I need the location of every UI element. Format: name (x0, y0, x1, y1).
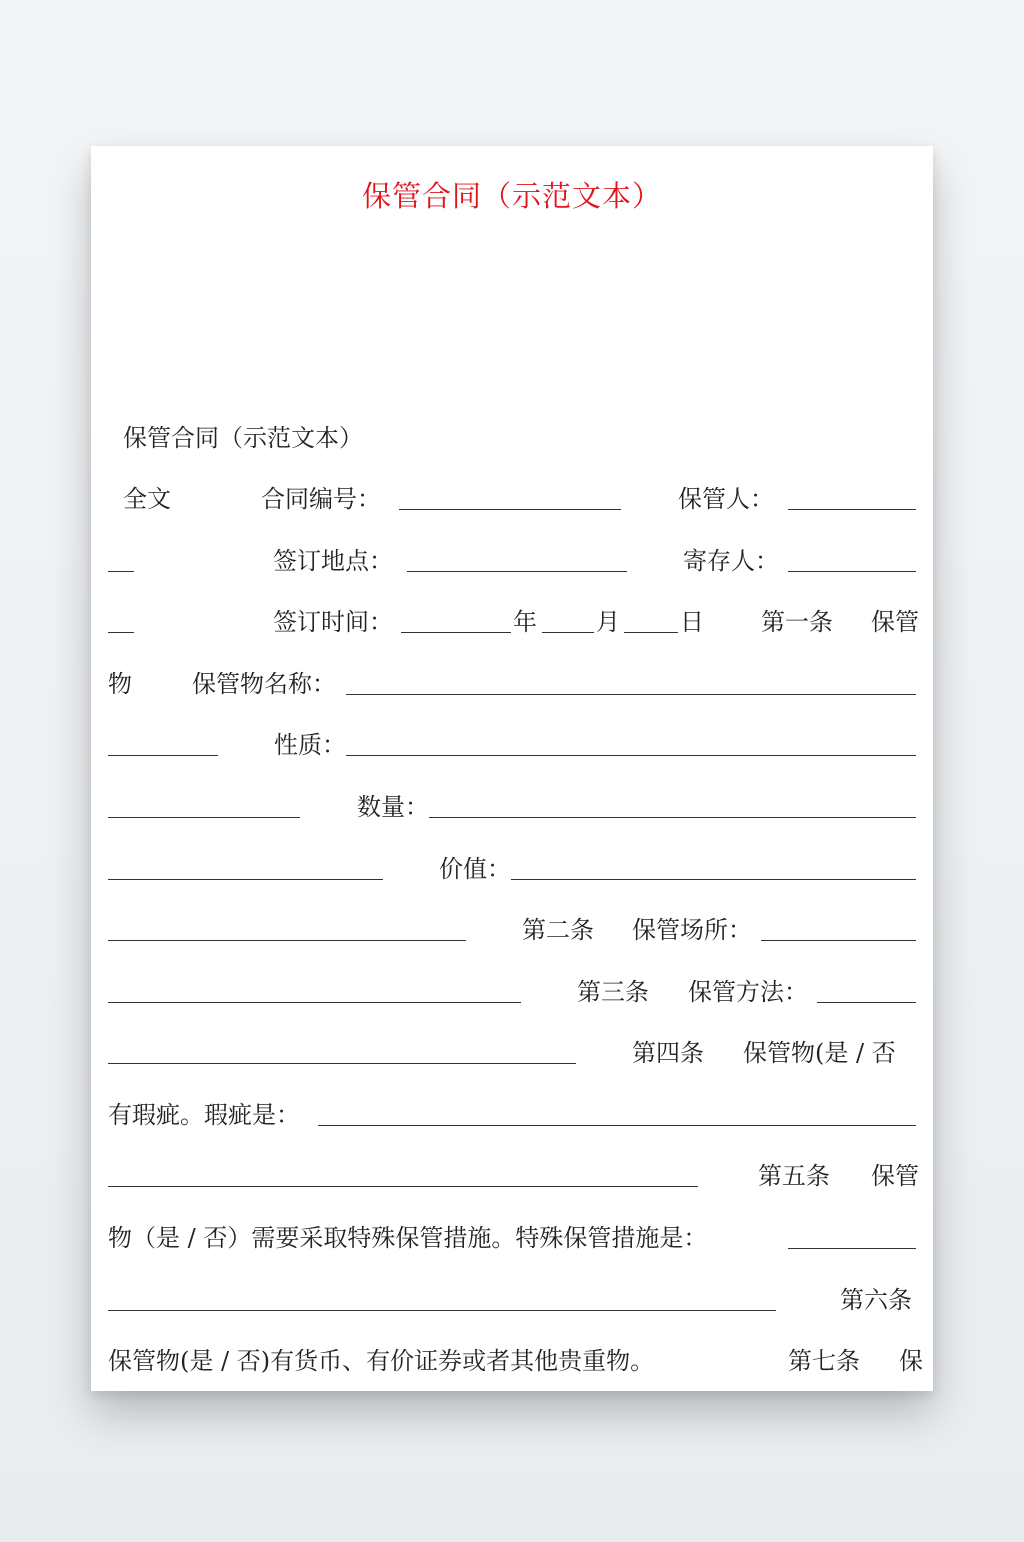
signing-time-label: 签订时间： (273, 608, 393, 636)
contract-line-10 (108, 1038, 916, 1068)
day-label: 日 (680, 608, 704, 636)
contract-number-label: 合同编号： (261, 485, 381, 513)
defect-field-continued[interactable] (108, 1186, 698, 1187)
contract-line-14 (108, 1285, 916, 1315)
special-measures-field[interactable] (788, 1248, 916, 1249)
quantity-field-continued[interactable] (108, 879, 383, 880)
article-1-heading-end: 物 (108, 670, 132, 698)
signing-place-label: 签订地点： (273, 547, 393, 575)
defect-field[interactable] (318, 1125, 916, 1126)
contract-line-5 (108, 730, 916, 760)
quantity-field[interactable] (429, 817, 916, 818)
article-4-text: 保管物(是 / 否 (743, 1039, 896, 1067)
contract-line-12 (108, 1161, 919, 1191)
special-measures-label: 物（是 / 否）需要采取特殊保管措施。特殊保管措施是： (108, 1224, 708, 1252)
contract-line-1 (108, 484, 916, 514)
year-label: 年 (513, 608, 537, 636)
document-body (91, 146, 923, 1391)
article-7-label: 第七条 (788, 1347, 860, 1375)
depositor-field-continued[interactable] (108, 632, 134, 633)
nature-field-continued[interactable] (108, 817, 300, 818)
article-2-label: 第二条 (522, 916, 594, 944)
storage-method-field-continued[interactable] (108, 1063, 576, 1064)
valuables-text: 保管物(是 / 否)有货币、有价证券或者其他贵重物。 (108, 1347, 655, 1375)
depositor-label: 寄存人： (683, 547, 779, 575)
contract-number-field[interactable] (399, 509, 621, 510)
day-field[interactable] (624, 632, 678, 633)
contract-line-15 (108, 1346, 923, 1376)
storage-place-label: 保管场所： (632, 916, 752, 944)
document-page (91, 146, 933, 1391)
item-name-field[interactable] (346, 694, 916, 695)
special-measures-field-continued[interactable] (108, 1310, 776, 1311)
storage-place-field-continued[interactable] (108, 1002, 521, 1003)
document-subtitle: 保管合同（示范文本） (123, 424, 363, 452)
article-5-label: 第五条 (758, 1162, 830, 1190)
year-field[interactable] (401, 632, 511, 633)
storage-method-label: 保管方法： (688, 978, 808, 1006)
contract-line-13 (108, 1223, 916, 1253)
contract-line-6 (108, 792, 916, 822)
contract-line-3 (108, 607, 919, 637)
signing-place-field[interactable] (407, 571, 627, 572)
article-4-label: 第四条 (632, 1039, 704, 1067)
contract-line-11 (108, 1100, 916, 1130)
full-text-label: 全文 (123, 485, 171, 513)
contract-line-4 (108, 669, 916, 699)
article-1-heading: 保管 (871, 608, 919, 636)
item-name-label: 保管物名称： (192, 670, 336, 698)
custodian-field[interactable] (788, 509, 916, 510)
article-7-text: 保 (899, 1347, 923, 1375)
document-title: 保管合同（示范文本） (361, 179, 662, 213)
article-1-label: 第一条 (761, 608, 833, 636)
value-label: 价值： (439, 855, 511, 883)
contract-line-7 (108, 854, 916, 884)
custodian-label: 保管人： (678, 485, 774, 513)
article-3-label: 第三条 (577, 978, 649, 1006)
storage-place-field[interactable] (761, 940, 916, 941)
nature-label: 性质： (274, 731, 346, 759)
article-6-label: 第六条 (840, 1286, 912, 1314)
value-field[interactable] (511, 879, 916, 880)
storage-method-field[interactable] (817, 1002, 916, 1003)
contract-line-8 (108, 915, 916, 945)
nature-field[interactable] (346, 755, 916, 756)
value-field-continued[interactable] (108, 940, 466, 941)
custodian-field-continued[interactable] (108, 571, 134, 572)
defect-label: 有瑕疵。瑕疵是： (108, 1101, 300, 1129)
month-field[interactable] (542, 632, 594, 633)
depositor-field[interactable] (788, 571, 916, 572)
contract-line-2 (108, 546, 916, 576)
article-5-text: 保管 (871, 1162, 919, 1190)
contract-line-9 (108, 977, 916, 1007)
quantity-label: 数量： (357, 793, 429, 821)
item-name-field-continued[interactable] (108, 755, 218, 756)
month-label: 月 (596, 608, 620, 636)
